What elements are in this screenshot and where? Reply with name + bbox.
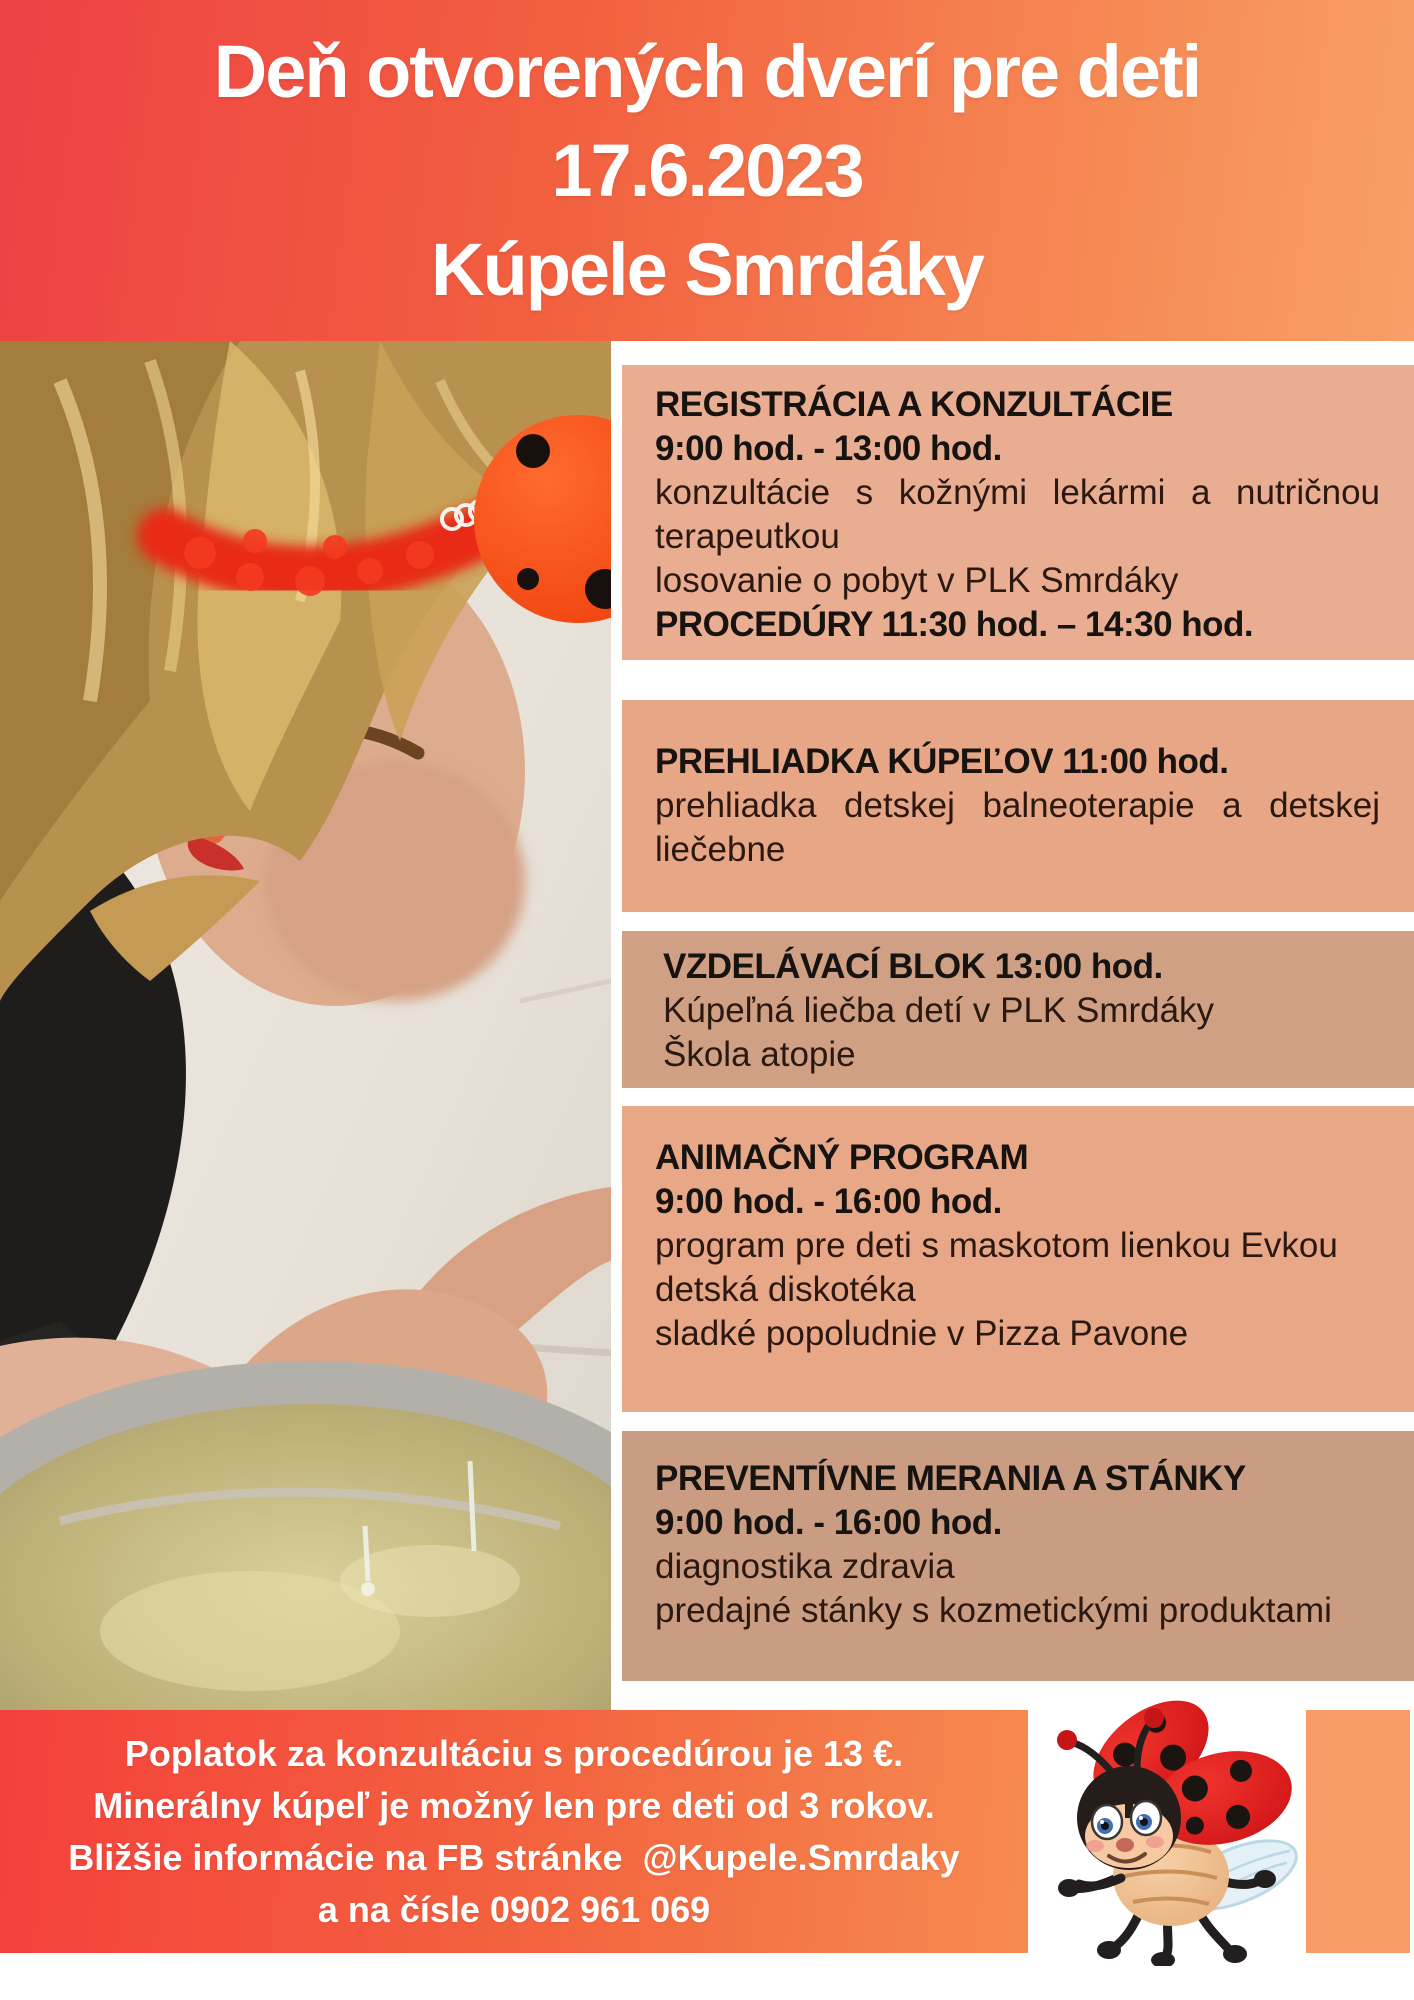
box4-body1: program pre deti s maskotom lienkou Evkou (655, 1226, 1338, 1265)
box4-body2: detská diskotéka (655, 1270, 916, 1309)
schedule-box-tour (622, 700, 1414, 912)
schedule-box-animation (622, 1106, 1414, 1412)
box3-body2: Škola atopie (663, 1035, 856, 1074)
footer-info-band (0, 1710, 1028, 1953)
box5-time: 9:00 hod. - 16:00 hod. (655, 1503, 1002, 1542)
box1-time: 9:00 hod. - 13:00 hod. (655, 429, 1002, 468)
box3-heading: VZDELÁVACÍ BLOK 13:00 hod. (663, 947, 1163, 986)
box4-time: 9:00 hod. - 16:00 hod. (655, 1182, 1002, 1221)
box1-footnote: PROCEDÚRY 11:30 hod. – 14:30 hod. (655, 605, 1254, 644)
poster-title-date: 17.6.2023 (551, 129, 863, 212)
box1-body1: konzultácie s kožnými lekármi a nutričnou terapeutkou (655, 473, 1380, 556)
spa-photo (0, 341, 611, 1711)
box2-body1: prehliadka detskej balneoterapie a detskej liečebne (655, 786, 1380, 869)
footer-age-line: Minerálny kúpeľ je možný len pre deti od 3 rokov. (93, 1784, 935, 1826)
schedule-box-education (622, 931, 1414, 1088)
footer-phone-line: a na čísle 0902 961 069 (317, 1888, 711, 1930)
footer-fb-line: Bližšie informácie na FB stránke @Kupele.Smrdaky (68, 1836, 960, 1878)
footer-fee-line: Poplatok za konzultáciu s procedúrou je 13 €. (124, 1732, 904, 1774)
box5-heading: PREVENTÍVNE MERANIA A STÁNKY (655, 1459, 1246, 1498)
ladybug-arms (1079, 1878, 1121, 1886)
schedule-box-registration (622, 365, 1414, 660)
box1-heading: REGISTRÁCIA A KONZULTÁCIE (655, 385, 1173, 424)
ladybug-mascot (1033, 1690, 1301, 1966)
photo-bowl (0, 1361, 611, 1711)
ladybug-mascot-illustration (1033, 1690, 1301, 1966)
header-band (0, 0, 1414, 341)
box4-body3: sladké popoludnie v Pizza Pavone (655, 1314, 1189, 1353)
box5-body2: predajné stánky s kozmetickými produktami (655, 1591, 1332, 1630)
ladybug-head (1077, 1766, 1181, 1870)
box5-body1: diagnostika zdravia (655, 1547, 955, 1586)
schedule-box-measurements (622, 1431, 1414, 1681)
box4-heading: ANIMAČNÝ PROGRAM (655, 1138, 1029, 1177)
box3-body1: Kúpeľná liečba detí v PLK Smrdáky (663, 991, 1215, 1030)
footer-right-strip (1306, 1710, 1410, 1953)
box1-body2: losovanie o pobyt v PLK Smrdáky (655, 561, 1179, 600)
spa-photo-illustration (0, 341, 611, 1711)
poster-title-location: Kúpele Smrdáky (431, 228, 983, 311)
box2-heading: PREHLIADKA KÚPEĽOV 11:00 hod. (655, 742, 1229, 781)
poster-title-line1: Deň otvorených dverí pre deti (213, 30, 1201, 113)
